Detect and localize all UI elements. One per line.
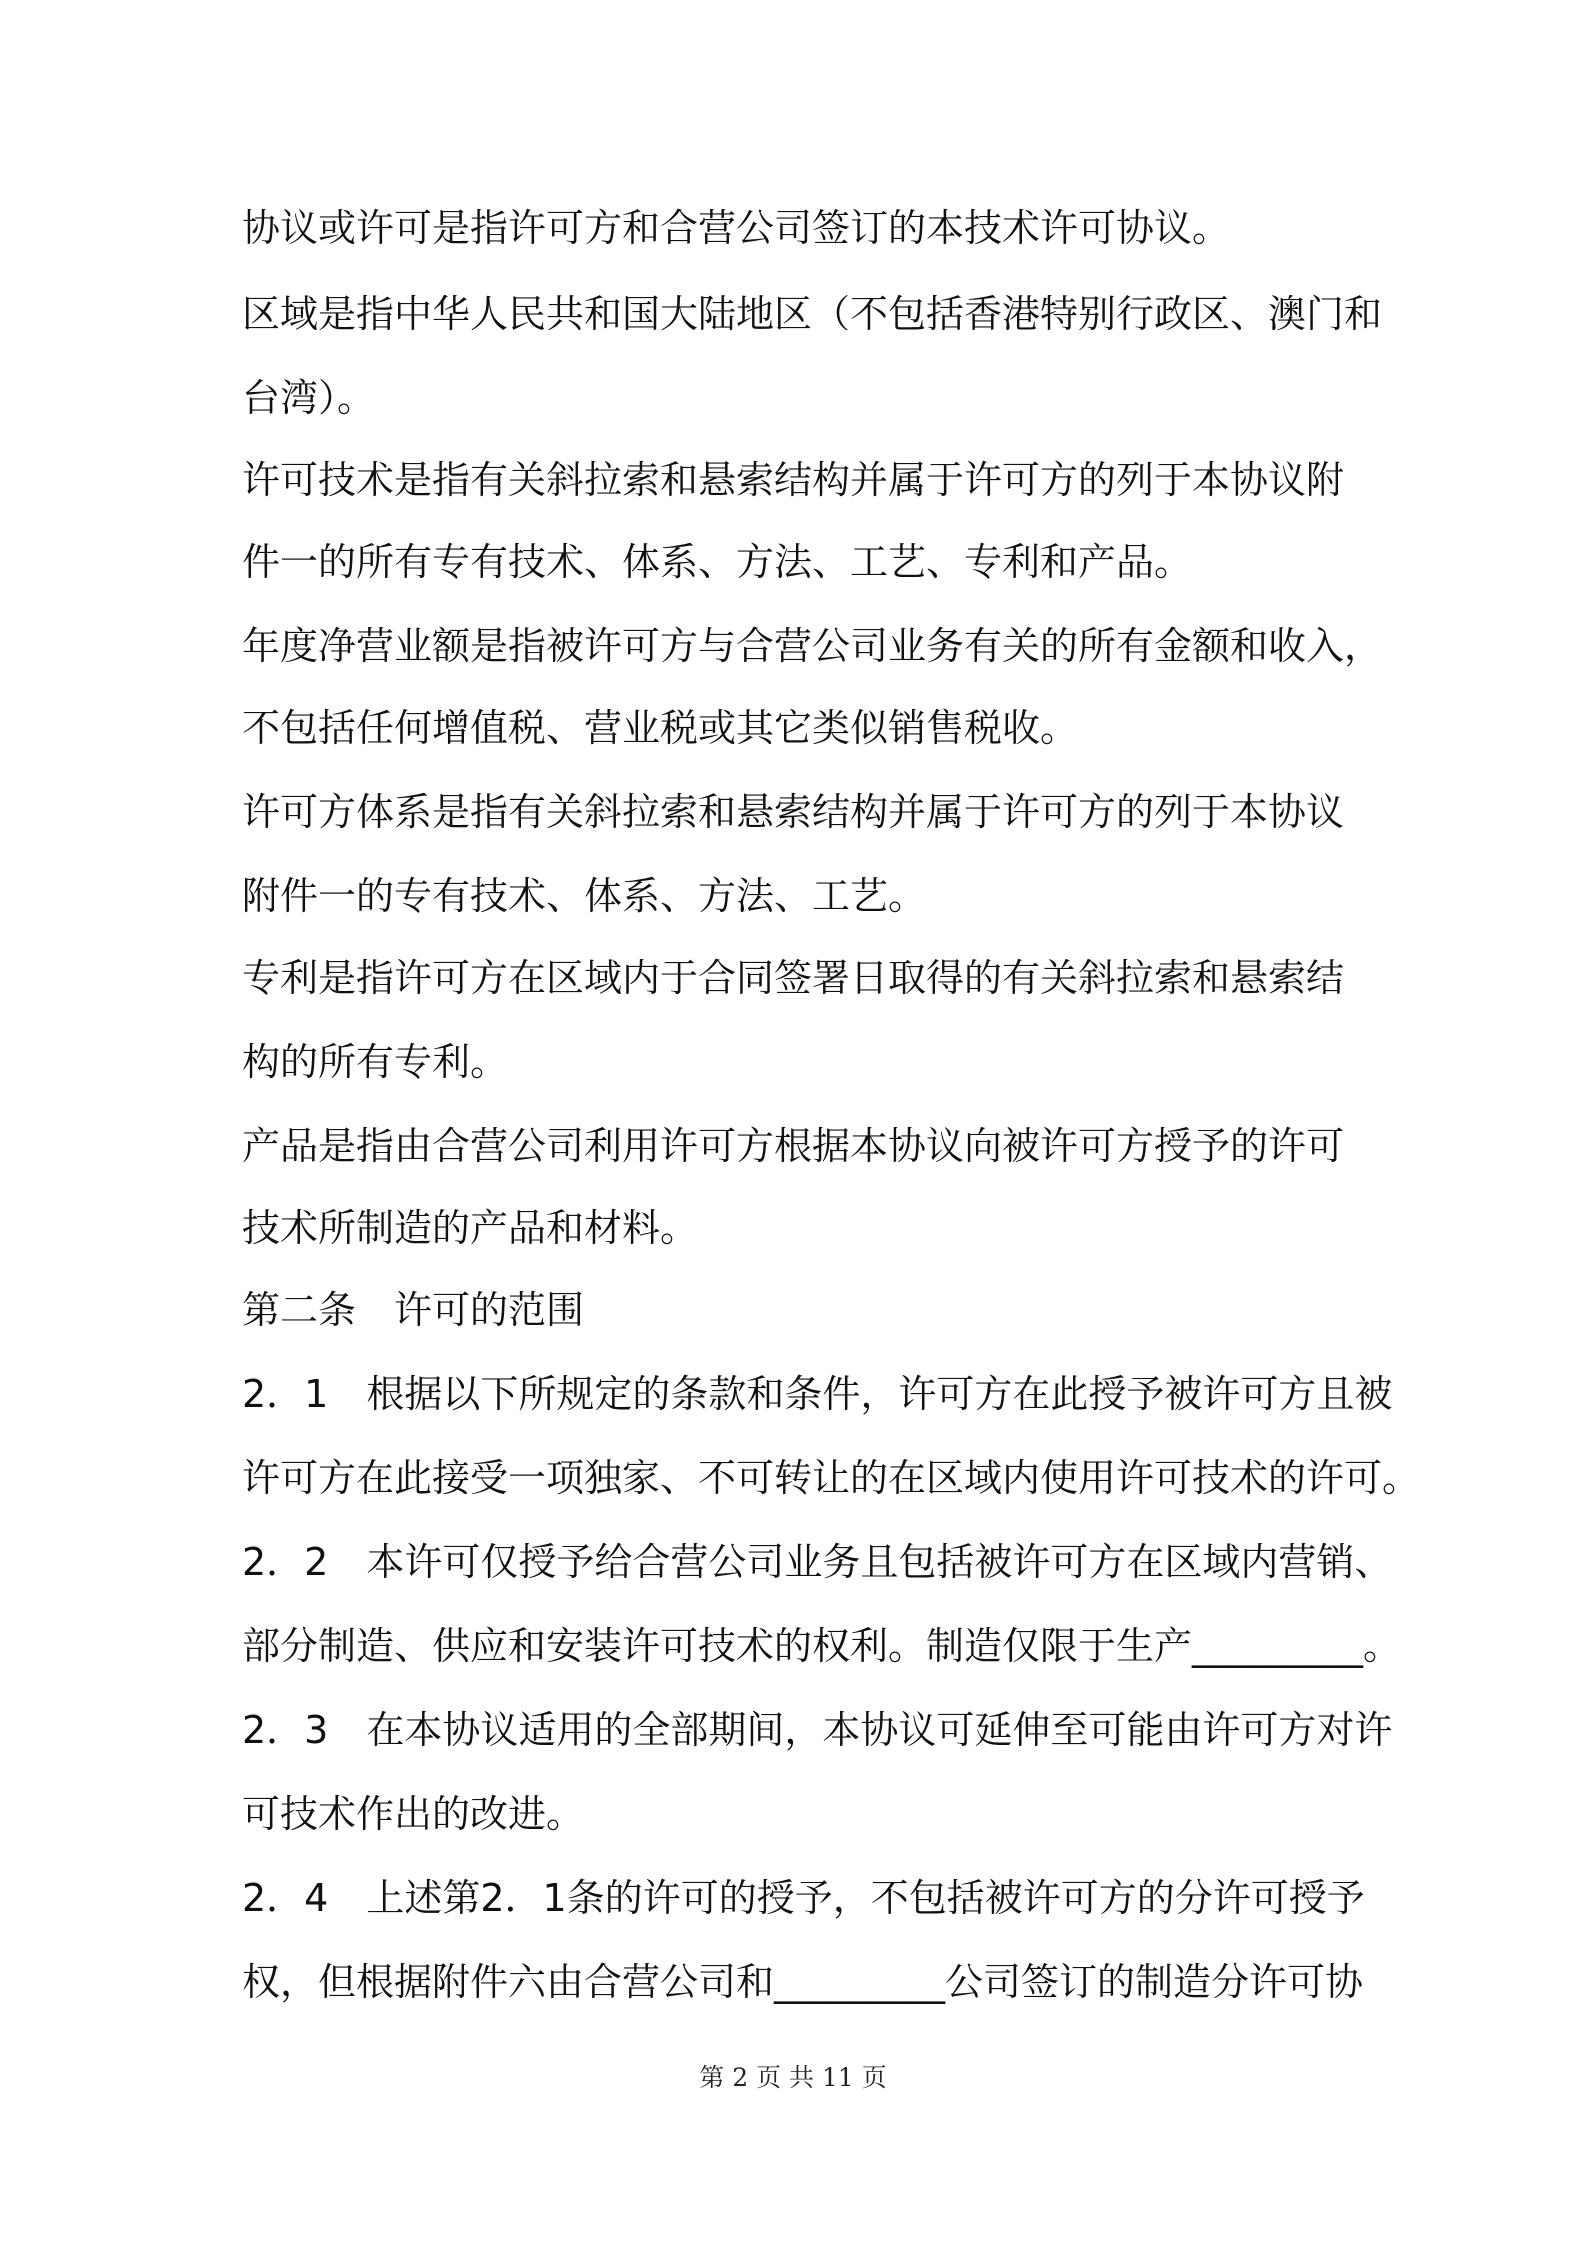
paragraph-line: 年度净营业额是指被许可方与合营公司业务有关的所有金额和收入， (242, 624, 1383, 668)
paragraph-line: 附件一的专有技术、体系、方法、工艺。 (242, 874, 927, 918)
paragraph-line: 台湾）。 (242, 376, 376, 420)
paragraph-line: 专利是指许可方在区域内于合同签署日取得的有关斜拉索和悬索结 (242, 956, 1345, 1000)
paragraph-line: 协议或许可是指许可方和合营公司签订的本技术许可协议。 (242, 206, 1231, 250)
paragraph-line: 件一的所有专有技术、体系、方法、工艺、专利和产品。 (242, 540, 1193, 584)
paragraph-line: 构的所有专利。 (242, 1040, 509, 1084)
paragraph-line: 权，但根据附件六由合营公司和_________公司签订的制造分许可协 (242, 1960, 1364, 2004)
paragraph-line: 2．4 上述第2．1条的许可的授予，不包括被许可方的分许可授予 (242, 1876, 1365, 1920)
page-number-footer: 第 2 页 共 11 页 (699, 2063, 887, 2092)
section-heading: 第二条 许可的范围 (242, 1288, 585, 1332)
paragraph-line: 区域是指中华人民共和国大陆地区（不包括香港特别行政区、澳门和 (242, 292, 1383, 336)
paragraph-line: 许可方在此接受一项独家、不可转让的在区域内使用许可技术的许可。 (242, 1456, 1421, 1500)
paragraph-line: 2．2 本许可仅授予给合营公司业务且包括被许可方在区域内营销、 (242, 1540, 1393, 1584)
paragraph-line: 可技术作出的改进。 (242, 1792, 585, 1836)
paragraph-line: 2．3 在本协议适用的全部期间，本协议可延伸至可能由许可方对许 (242, 1708, 1393, 1752)
paragraph-line: 部分制造、供应和安装许可技术的权利。制造仅限于生产_________。 (242, 1624, 1402, 1668)
paragraph-line: 许可技术是指有关斜拉索和悬索结构并属于许可方的列于本协议附 (242, 458, 1345, 502)
paragraph-line: 许可方体系是指有关斜拉索和悬索结构并属于许可方的列于本协议 (242, 790, 1345, 834)
paragraph-line: 产品是指由合营公司利用许可方根据本协议向被许可方授予的许可 (242, 1124, 1345, 1168)
paragraph-line: 2．1 根据以下所规定的条款和条件，许可方在此授予被许可方且被 (242, 1372, 1393, 1416)
paragraph-line: 不包括任何增值税、营业税或其它类似销售税收。 (242, 706, 1079, 750)
paragraph-line: 技术所制造的产品和材料。 (242, 1206, 699, 1250)
